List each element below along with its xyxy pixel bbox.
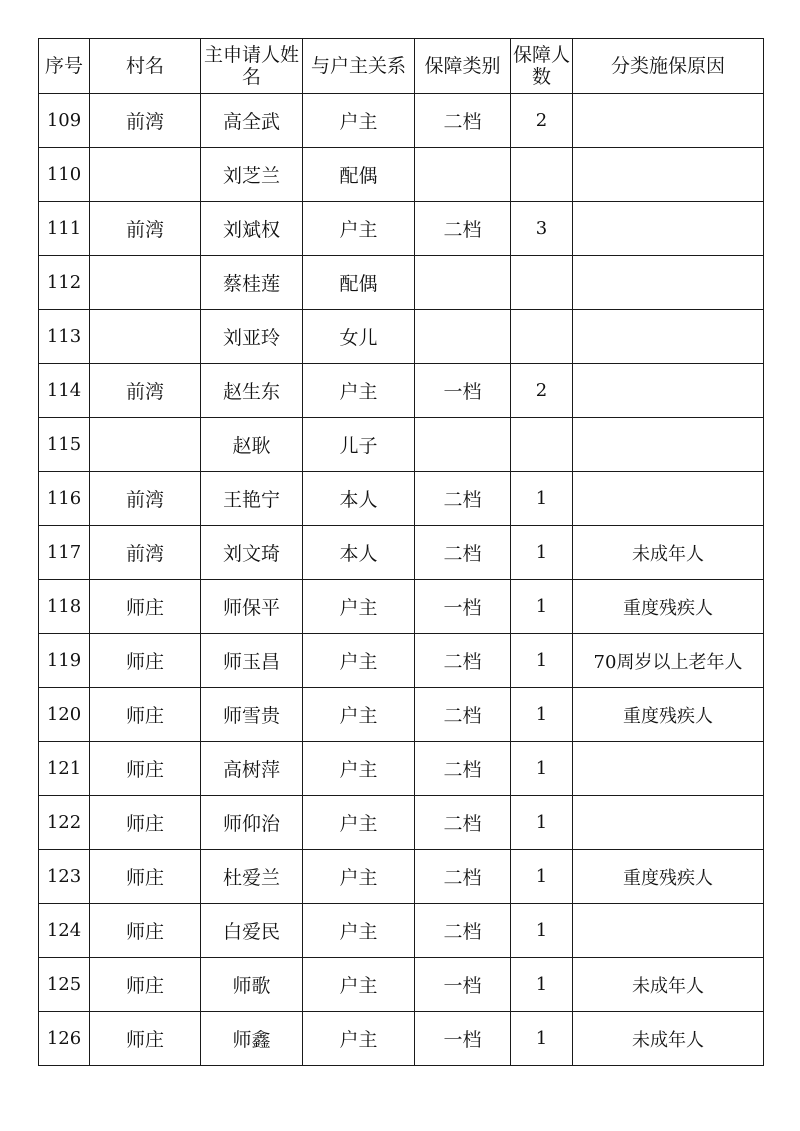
cell-reason: 重度残疾人 <box>573 688 764 742</box>
table-row <box>39 742 764 796</box>
header-relation: 与户主关系 <box>303 39 415 94</box>
cell-persons: 1 <box>511 958 573 1012</box>
header-village: 村名 <box>90 39 201 94</box>
cell-applicant-name: 赵耿 <box>201 418 303 472</box>
cell-seq: 125 <box>39 958 90 1012</box>
cell-reason <box>573 418 764 472</box>
cell-relation: 户主 <box>303 796 415 850</box>
cell-seq: 124 <box>39 904 90 958</box>
cell-applicant-name: 师雪贵 <box>201 688 303 742</box>
cell-persons: 2 <box>511 364 573 418</box>
cell-seq: 114 <box>39 364 90 418</box>
cell-applicant-name: 刘文琦 <box>201 526 303 580</box>
cell-village: 师庄 <box>90 850 201 904</box>
cell-applicant-name: 赵生东 <box>201 364 303 418</box>
cell-category: 二档 <box>415 850 511 904</box>
cell-reason <box>573 472 764 526</box>
cell-seq: 119 <box>39 634 90 688</box>
table-row <box>39 148 764 202</box>
table-row <box>39 904 764 958</box>
cell-applicant-name: 师仰治 <box>201 796 303 850</box>
assistance-table <box>38 38 764 1066</box>
cell-relation: 配偶 <box>303 256 415 310</box>
cell-seq: 115 <box>39 418 90 472</box>
cell-persons: 2 <box>511 94 573 148</box>
cell-reason: 70周岁以上老年人 <box>573 634 764 688</box>
cell-category <box>415 256 511 310</box>
cell-village: 师庄 <box>90 580 201 634</box>
cell-persons <box>511 418 573 472</box>
cell-persons: 1 <box>511 472 573 526</box>
cell-persons: 1 <box>511 904 573 958</box>
table-row <box>39 580 764 634</box>
cell-applicant-name: 蔡桂莲 <box>201 256 303 310</box>
cell-category: 一档 <box>415 364 511 418</box>
cell-seq: 120 <box>39 688 90 742</box>
cell-seq: 123 <box>39 850 90 904</box>
cell-reason <box>573 310 764 364</box>
cell-relation: 配偶 <box>303 148 415 202</box>
cell-applicant-name: 王艳宁 <box>201 472 303 526</box>
cell-category <box>415 310 511 364</box>
cell-reason <box>573 256 764 310</box>
cell-category: 一档 <box>415 1012 511 1066</box>
cell-category: 一档 <box>415 580 511 634</box>
cell-relation: 女儿 <box>303 310 415 364</box>
table-row <box>39 688 764 742</box>
cell-persons: 1 <box>511 1012 573 1066</box>
header-reason: 分类施保原因 <box>573 39 764 94</box>
cell-relation: 户主 <box>303 580 415 634</box>
table-row <box>39 796 764 850</box>
cell-seq: 126 <box>39 1012 90 1066</box>
cell-applicant-name: 白爱民 <box>201 904 303 958</box>
cell-relation: 户主 <box>303 1012 415 1066</box>
cell-village: 师庄 <box>90 958 201 1012</box>
cell-category <box>415 418 511 472</box>
cell-applicant-name: 杜爱兰 <box>201 850 303 904</box>
cell-village: 前湾 <box>90 472 201 526</box>
cell-reason: 重度残疾人 <box>573 580 764 634</box>
cell-seq: 113 <box>39 310 90 364</box>
cell-relation: 本人 <box>303 526 415 580</box>
cell-persons <box>511 310 573 364</box>
cell-persons: 1 <box>511 526 573 580</box>
table-row <box>39 418 764 472</box>
cell-category: 二档 <box>415 94 511 148</box>
cell-category: 一档 <box>415 958 511 1012</box>
table-row <box>39 364 764 418</box>
cell-category <box>415 148 511 202</box>
cell-relation: 户主 <box>303 904 415 958</box>
table-row <box>39 958 764 1012</box>
cell-village: 师庄 <box>90 688 201 742</box>
cell-applicant-name: 高全武 <box>201 94 303 148</box>
cell-village: 前湾 <box>90 364 201 418</box>
cell-applicant-name: 师鑫 <box>201 1012 303 1066</box>
table-row <box>39 310 764 364</box>
cell-applicant-name: 师歌 <box>201 958 303 1012</box>
cell-seq: 117 <box>39 526 90 580</box>
cell-reason: 未成年人 <box>573 958 764 1012</box>
cell-category: 二档 <box>415 904 511 958</box>
cell-category: 二档 <box>415 634 511 688</box>
cell-category: 二档 <box>415 202 511 256</box>
table-row <box>39 202 764 256</box>
cell-category: 二档 <box>415 526 511 580</box>
cell-village: 师庄 <box>90 904 201 958</box>
cell-village: 师庄 <box>90 742 201 796</box>
cell-seq: 111 <box>39 202 90 256</box>
cell-reason: 未成年人 <box>573 526 764 580</box>
table-row <box>39 256 764 310</box>
cell-village <box>90 148 201 202</box>
cell-village <box>90 256 201 310</box>
cell-village: 师庄 <box>90 1012 201 1066</box>
cell-village <box>90 418 201 472</box>
cell-relation: 户主 <box>303 634 415 688</box>
cell-relation: 户主 <box>303 688 415 742</box>
cell-relation: 户主 <box>303 364 415 418</box>
cell-relation: 儿子 <box>303 418 415 472</box>
cell-seq: 118 <box>39 580 90 634</box>
cell-village: 前湾 <box>90 526 201 580</box>
cell-applicant-name: 刘芝兰 <box>201 148 303 202</box>
cell-persons: 3 <box>511 202 573 256</box>
header-applicant-name: 主申请人姓名 <box>201 39 303 94</box>
cell-reason <box>573 904 764 958</box>
cell-village: 前湾 <box>90 202 201 256</box>
cell-category: 二档 <box>415 688 511 742</box>
cell-persons: 1 <box>511 580 573 634</box>
cell-persons: 1 <box>511 796 573 850</box>
cell-applicant-name: 刘亚玲 <box>201 310 303 364</box>
cell-persons <box>511 148 573 202</box>
cell-reason: 重度残疾人 <box>573 850 764 904</box>
cell-applicant-name: 师保平 <box>201 580 303 634</box>
table-row <box>39 1012 764 1066</box>
cell-applicant-name: 刘斌权 <box>201 202 303 256</box>
cell-category: 二档 <box>415 742 511 796</box>
cell-seq: 109 <box>39 94 90 148</box>
cell-category: 二档 <box>415 796 511 850</box>
table-row <box>39 472 764 526</box>
cell-seq: 116 <box>39 472 90 526</box>
header-seq: 序号 <box>39 39 90 94</box>
cell-reason <box>573 364 764 418</box>
cell-reason <box>573 202 764 256</box>
cell-applicant-name: 师玉昌 <box>201 634 303 688</box>
cell-village <box>90 310 201 364</box>
cell-village: 师庄 <box>90 634 201 688</box>
header-row <box>39 39 764 94</box>
cell-relation: 本人 <box>303 472 415 526</box>
cell-seq: 112 <box>39 256 90 310</box>
table-row <box>39 94 764 148</box>
cell-seq: 122 <box>39 796 90 850</box>
cell-seq: 110 <box>39 148 90 202</box>
header-category: 保障类别 <box>415 39 511 94</box>
cell-village: 师庄 <box>90 796 201 850</box>
cell-reason: 未成年人 <box>573 1012 764 1066</box>
cell-persons: 1 <box>511 634 573 688</box>
cell-applicant-name: 高树萍 <box>201 742 303 796</box>
table-row <box>39 850 764 904</box>
cell-reason <box>573 796 764 850</box>
cell-reason <box>573 742 764 796</box>
cell-persons <box>511 256 573 310</box>
cell-relation: 户主 <box>303 94 415 148</box>
cell-category: 二档 <box>415 472 511 526</box>
cell-village: 前湾 <box>90 94 201 148</box>
table-row <box>39 526 764 580</box>
cell-seq: 121 <box>39 742 90 796</box>
header-persons: 保障人数 <box>511 39 573 94</box>
cell-relation: 户主 <box>303 958 415 1012</box>
cell-relation: 户主 <box>303 742 415 796</box>
table-row <box>39 634 764 688</box>
cell-relation: 户主 <box>303 850 415 904</box>
cell-relation: 户主 <box>303 202 415 256</box>
cell-reason <box>573 94 764 148</box>
cell-persons: 1 <box>511 688 573 742</box>
cell-persons: 1 <box>511 850 573 904</box>
cell-persons: 1 <box>511 742 573 796</box>
cell-reason <box>573 148 764 202</box>
